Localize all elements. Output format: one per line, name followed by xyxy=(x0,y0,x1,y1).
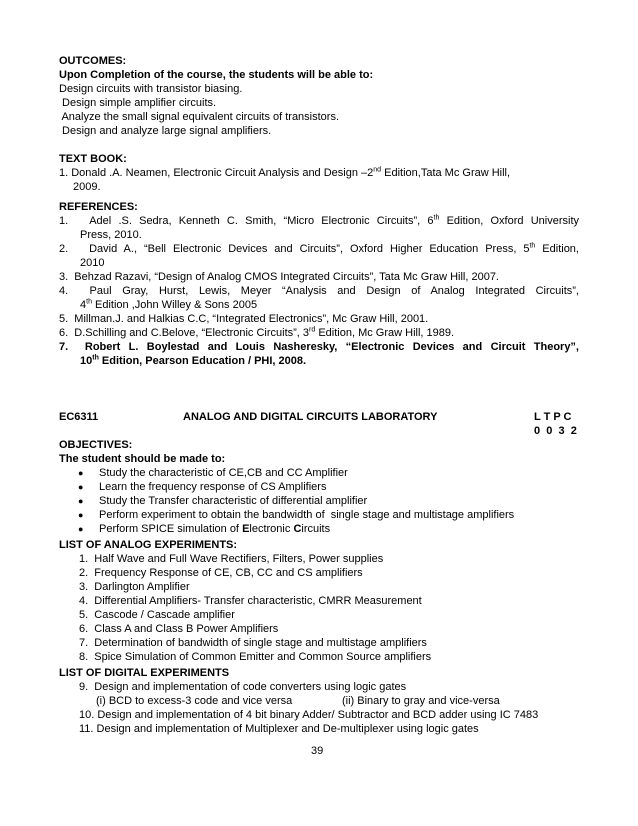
ltpc-values: 0 0 3 2 xyxy=(534,425,577,437)
page-number: 39 xyxy=(311,745,324,757)
course-title: ANALOG AND DIGITAL CIRCUITS LABORATORY xyxy=(183,411,438,423)
objective-item: Perform SPICE simulation of Electronic Circuits xyxy=(99,523,331,535)
digital-subitem: (i) BCD to excess-3 code and vice versa xyxy=(96,695,293,707)
outcome-item: Design circuits with transistor biasing. xyxy=(59,83,243,95)
objectives-heading: OBJECTIVES: xyxy=(59,439,133,451)
outcomes-intro: Upon Completion of the course, the students will be able to: xyxy=(59,69,374,81)
bullet-dot-icon: ● xyxy=(78,482,84,492)
reference-item: 4. Paul Gray, Hurst, Lewis, Meyer “Analysis and Design of Analog Integrated Circuits”, xyxy=(59,285,579,297)
reference-item-cont: Press, 2010. xyxy=(80,229,142,241)
bullet-dot-icon: ● xyxy=(78,524,84,534)
analog-item: 4. Differential Amplifiers- Transfer characteristic, CMRR Measurement xyxy=(79,595,422,607)
analog-item: 8. Spice Simulation of Common Emitter and Common Source amplifiers xyxy=(79,651,432,663)
digital-item: 11. Design and implementation of Multiplexer and De-multiplexer using logic gates xyxy=(79,723,479,735)
digital-item: 10. Design and implementation of 4 bit binary Adder/ Subtractor and BCD adder using IC 7483 xyxy=(79,709,539,721)
textbook-heading: TEXT BOOK: xyxy=(59,153,127,165)
digital-item: 9. Design and implementation of code converters using logic gates xyxy=(79,681,407,693)
bullet-dot-icon: ● xyxy=(78,510,84,520)
course-code: EC6311 xyxy=(59,411,99,423)
objectives-intro: The student should be made to: xyxy=(59,453,226,465)
reference-item: 3. Behzad Razavi, “Design of Analog CMOS Integrated Circuits”, Tata Mc Graw Hill, 2007. xyxy=(59,271,499,283)
analog-item: 3. Darlington Amplifier xyxy=(79,581,190,593)
outcome-item: Design and analyze large signal amplifiers. xyxy=(59,125,272,137)
bullet-dot-icon: ● xyxy=(78,468,84,478)
analog-item: 1. Half Wave and Full Wave Rectifiers, Filters, Power supplies xyxy=(79,553,384,565)
digital-heading: LIST OF DIGITAL EXPERIMENTS xyxy=(59,667,230,679)
outcomes-heading: OUTCOMES: xyxy=(59,55,127,67)
textbook-item: 1. Donald .A. Neamen, Electronic Circuit Analysis and Design –2nd Edition,Tata Mc Graw Hill, xyxy=(59,166,511,179)
reference-item-cont: 4th Edition ,John Willey & Sons 2005 xyxy=(80,298,258,311)
bullet-dot-icon: ● xyxy=(78,496,84,506)
objective-item: Study the Transfer characteristic of differential amplifier xyxy=(99,495,368,507)
reference-item: 1. Adel .S. Sedra, Kenneth C. Smith, “Micro Electronic Circuits”, 6th Edition, Oxford University xyxy=(59,214,580,227)
ltpc-label: L T P C xyxy=(534,411,572,423)
objective-item: Perform experiment to obtain the bandwidth of single stage and multistage amplifiers xyxy=(99,509,515,521)
outcome-item: Design simple amplifier circuits. xyxy=(59,97,217,109)
textbook-item-cont: 2009. xyxy=(73,181,101,193)
references-heading: REFERENCES: xyxy=(59,201,138,213)
objective-item: Study the characteristic of CE,CB and CC Amplifier xyxy=(99,467,348,479)
reference-item: 7. Robert L. Boylestad and Louis Nasheresky, “Electronic Devices and Circuit Theory”, xyxy=(59,341,579,353)
reference-item-cont: 2010 xyxy=(80,257,105,269)
analog-heading: LIST OF ANALOG EXPERIMENTS: xyxy=(59,539,238,551)
reference-item-cont: 10th Edition, Pearson Education / PHI, 2008. xyxy=(80,354,307,367)
reference-item: 5. Millman.J. and Halkias C.C, “Integrated Electronics”, Mc Graw Hill, 2001. xyxy=(59,313,429,325)
reference-item: 2. David A., “Bell Electronic Devices and Circuits”, Oxford Higher Education Press, 5th Edition, xyxy=(59,242,579,255)
analog-item: 5. Cascode / Cascade amplifier xyxy=(79,609,235,621)
reference-item: 6. D.Schilling and C.Belove, “Electronic Circuits”, 3rd Edition, Mc Graw Hill, 1989. xyxy=(59,326,455,339)
outcome-item: Analyze the small signal equivalent circuits of transistors. xyxy=(59,111,340,123)
analog-item: 2. Frequency Response of CE, CB, CC and CS amplifiers xyxy=(79,567,363,579)
analog-item: 7. Determination of bandwidth of single stage and multistage amplifiers xyxy=(79,637,427,649)
digital-subitem: (ii) Binary to gray and vice-versa xyxy=(342,695,500,707)
analog-item: 6. Class A and Class B Power Amplifiers xyxy=(79,623,279,635)
objective-item: Learn the frequency response of CS Amplifiers xyxy=(99,481,327,493)
